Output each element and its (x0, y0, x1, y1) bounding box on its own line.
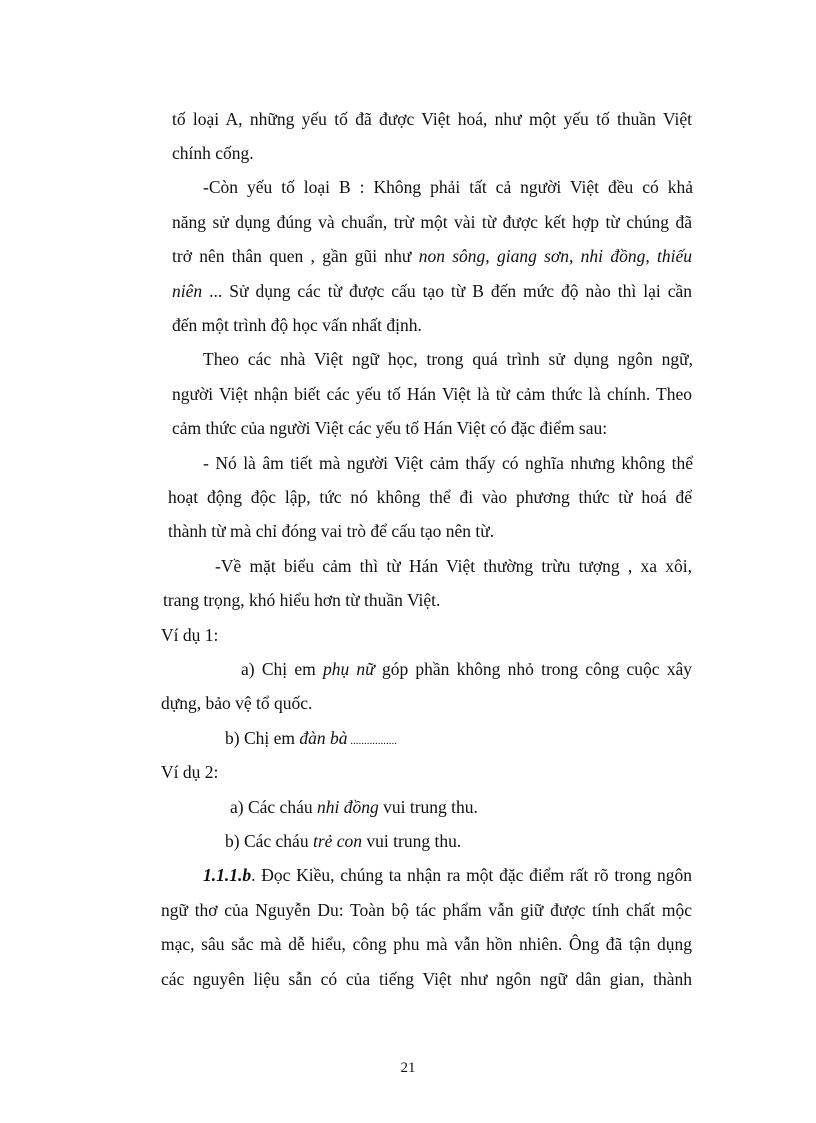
text-line: mạc, sâu sắc mà dễ hiểu, công phu mà vẫn hồn nhiên. Ông đã tận dụng (161, 934, 692, 954)
text-line: cảm thức của người Việt các yếu tố Hán Việt có đặc điểm sau: (172, 418, 608, 438)
text-line: tố loại A, những yếu tố đã được Việt hoá, như một yếu tố thuần Việt (172, 109, 692, 129)
text-line: 1.1.1.b. Đọc Kiều, chúng ta nhận ra một đặc điểm rất rõ trong ngôn (203, 865, 692, 885)
italic-term: niên (172, 281, 203, 301)
text-line: trang trọng, khó hiểu hơn từ thuần Việt. (163, 590, 441, 610)
text-line: chính cống. (172, 143, 254, 163)
italic-term: trẻ con (312, 831, 363, 851)
text-line: - Nó là âm tiết mà người Việt cảm thấy có nghĩa nhưng không thể (203, 453, 693, 473)
text-line: dựng, bảo vệ tổ quốc. (161, 693, 313, 713)
text-line: trở nên thân quen , gần gũi như non sông, giang sơn, nhi đồng, thiếu (172, 246, 692, 266)
text-line: năng sử dụng đúng và chuẩn, trừ một vài từ được kết hợp từ chúng đã (172, 212, 692, 232)
text-line: a) Các cháu nhi đồng vui trung thu. (230, 797, 478, 817)
text-line: thành từ mà chỉ đóng vai trò để cấu tạo nên từ. (168, 521, 495, 541)
example-heading: Ví dụ 2: (161, 762, 219, 782)
italic-term: phụ nữ (322, 659, 375, 679)
text-line: người Việt nhận biết các yếu tố Hán Việt là từ cảm thức là chính. Theo (172, 384, 692, 404)
text-line: a) Chị em phụ nữ góp phần không nhỏ trong công cuộc xây (241, 659, 693, 679)
text-line: -Còn yếu tố loại B : Không phải tất cả người Việt đều có khả (203, 177, 693, 197)
example-heading: Ví dụ 1: (161, 625, 219, 645)
section-number: 1.1.1.b (203, 865, 252, 885)
page-number: 21 (400, 1060, 416, 1076)
text-line: b) Các cháu trẻ con vui trung thu. (225, 831, 462, 851)
text-line: đến một trình độ học vấn nhất định. (172, 315, 422, 335)
text-line: b) Chị em đàn bà ................. (225, 728, 397, 748)
italic-term: đàn bà (299, 728, 348, 748)
italic-term: non sông, giang sơn, nhi đồng, thiếu (418, 246, 692, 266)
italic-term: nhi đồng (316, 797, 379, 817)
text-line: ngữ thơ của Nguyễn Du: Toàn bộ tác phẩm vẫn giữ được tính chất mộc (161, 900, 692, 920)
text-line: -Về mặt biểu cảm thì từ Hán Việt thường trừu tượng , xa xôi, (215, 556, 692, 576)
text-line: niên ... Sử dụng các từ được cấu tạo từ B đến mức độ nào thì lại cần (172, 281, 692, 301)
text-line: hoạt động độc lập, tức nó không thể đi vào phương thức từ hoá để (168, 487, 692, 507)
text-line: Theo các nhà Việt ngữ học, trong quá trình sử dụng ngôn ngữ, (203, 349, 693, 369)
text-line: các nguyên liệu sẫn có của tiếng Việt như ngôn ngữ dân gian, thành (161, 969, 692, 989)
